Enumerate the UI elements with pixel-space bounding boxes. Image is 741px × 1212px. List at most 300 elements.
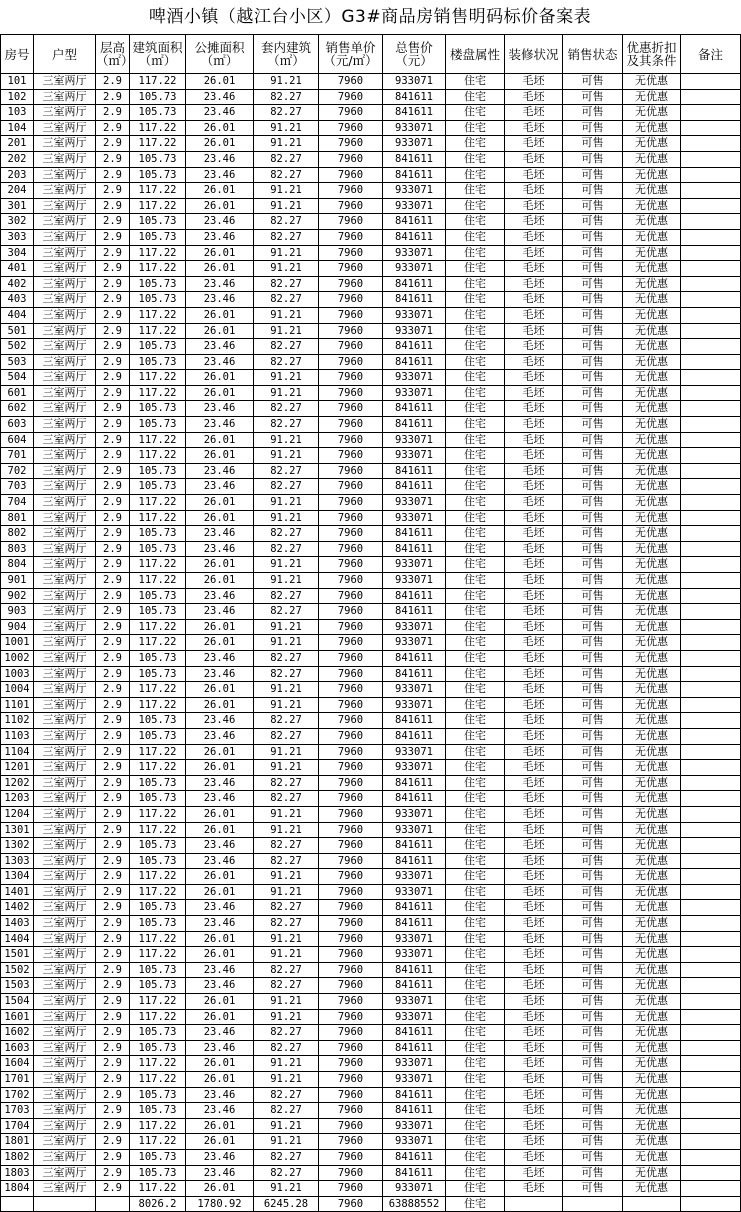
cell-inner-area: 91.21 <box>254 74 319 90</box>
cell-property: 住宅 <box>446 526 505 542</box>
cell-total-price: 841611 <box>383 354 446 370</box>
cell-total-price: 933071 <box>383 931 446 947</box>
table-row <box>1 261 741 277</box>
cell-sale-status: 可售 <box>563 713 623 729</box>
cell-property: 住宅 <box>446 1165 505 1181</box>
cell-type: 三室两厅 <box>34 853 96 869</box>
cell-sale-status: 可售 <box>563 151 623 167</box>
cell-gross-area: 117.22 <box>130 1072 186 1088</box>
cell-decoration: 毛坯 <box>505 931 563 947</box>
cell-discount: 无优惠 <box>623 978 681 994</box>
cell-type: 三室两厅 <box>34 1181 96 1197</box>
cell-type: 三室两厅 <box>34 978 96 994</box>
cell-room: 1401 <box>1 884 34 900</box>
cell-inner-area: 91.21 <box>254 448 319 464</box>
cell-sale-status: 可售 <box>563 1072 623 1088</box>
header-decoration: 装修状况 <box>505 35 563 74</box>
cell-shared-area: 26.01 <box>186 370 254 386</box>
cell-sale-status: 可售 <box>563 495 623 511</box>
table-row <box>1 385 741 401</box>
cell-property: 住宅 <box>446 417 505 433</box>
cell-shared-area: 23.46 <box>186 1165 254 1181</box>
cell-gross-area: 105.73 <box>130 838 186 854</box>
cell-type: 三室两厅 <box>34 869 96 885</box>
cell-inner-area: 82.27 <box>254 401 319 417</box>
cell-height: 2.9 <box>96 261 130 277</box>
cell-room: 1802 <box>1 1149 34 1165</box>
cell-property: 住宅 <box>446 448 505 464</box>
table-row <box>1 417 741 433</box>
cell-total-price: 933071 <box>383 370 446 386</box>
cell-shared-area: 26.01 <box>186 261 254 277</box>
cell-gross-area: 117.22 <box>130 495 186 511</box>
cell-gross-area: 105.73 <box>130 900 186 916</box>
cell-shared-area: 26.01 <box>186 1181 254 1197</box>
table-row <box>1 245 741 261</box>
cell-type: 三室两厅 <box>34 1056 96 1072</box>
cell-inner-area: 82.27 <box>254 292 319 308</box>
cell-discount: 无优惠 <box>623 916 681 932</box>
cell-gross-area: 105.73 <box>130 401 186 417</box>
cell-total-price: 841611 <box>383 728 446 744</box>
cell-shared-area: 23.46 <box>186 650 254 666</box>
cell-remark <box>681 479 741 495</box>
cell-property: 住宅 <box>446 1181 505 1197</box>
cell-height: 2.9 <box>96 1072 130 1088</box>
table-row <box>1 884 741 900</box>
cell-height: 2.9 <box>96 557 130 573</box>
cell-unit-price: 7960 <box>319 775 383 791</box>
table-row <box>1 900 741 916</box>
cell-decoration: 毛坯 <box>505 697 563 713</box>
cell-type: 三室两厅 <box>34 1025 96 1041</box>
cell-gross-area: 105.73 <box>130 853 186 869</box>
cell-room: 1001 <box>1 635 34 651</box>
cell-sale-status: 可售 <box>563 744 623 760</box>
cell-discount: 无优惠 <box>623 682 681 698</box>
cell-property: 住宅 <box>446 853 505 869</box>
cell-height: 2.9 <box>96 838 130 854</box>
cell-discount: 无优惠 <box>623 1087 681 1103</box>
cell-type: 三室两厅 <box>34 1072 96 1088</box>
cell-shared-area: 26.01 <box>186 806 254 822</box>
cell-property: 住宅 <box>446 931 505 947</box>
cell-property: 住宅 <box>446 354 505 370</box>
cell-discount: 无优惠 <box>623 838 681 854</box>
cell-remark <box>681 151 741 167</box>
cell-total-price: 933071 <box>383 136 446 152</box>
cell-shared-area: 26.01 <box>186 635 254 651</box>
cell-shared-area: 26.01 <box>186 744 254 760</box>
cell-discount: 无优惠 <box>623 1009 681 1025</box>
table-row <box>1 151 741 167</box>
cell-shared-area: 23.46 <box>186 666 254 682</box>
cell-shared-area: 26.01 <box>186 822 254 838</box>
cell-height: 2.9 <box>96 619 130 635</box>
cell-height: 2.9 <box>96 448 130 464</box>
cell-total-price: 933071 <box>383 760 446 776</box>
cell-decoration: 毛坯 <box>505 806 563 822</box>
cell-inner-area: 91.21 <box>254 744 319 760</box>
table-row <box>1 557 741 573</box>
cell-type: 三室两厅 <box>34 495 96 511</box>
cell-remark <box>681 136 741 152</box>
cell-unit-price: 7960 <box>319 167 383 183</box>
table-row <box>1 167 741 183</box>
cell-height: 2.9 <box>96 183 130 199</box>
cell-unit-price: 7960 <box>319 198 383 214</box>
cell-remark <box>681 1072 741 1088</box>
cell-type: 三室两厅 <box>34 916 96 932</box>
cell-inner-area: 91.21 <box>254 432 319 448</box>
cell-remark <box>681 448 741 464</box>
table-body <box>1 74 741 1197</box>
cell-gross-area: 105.73 <box>130 479 186 495</box>
cell-inner-area: 91.21 <box>254 120 319 136</box>
cell-total-price: 841611 <box>383 775 446 791</box>
cell-shared-area: 23.46 <box>186 1103 254 1119</box>
cell-sale-status: 可售 <box>563 354 623 370</box>
cell-height: 2.9 <box>96 1103 130 1119</box>
cell-room: 504 <box>1 370 34 386</box>
cell-remark <box>681 635 741 651</box>
cell-discount: 无优惠 <box>623 339 681 355</box>
cell-remark <box>681 1134 741 1150</box>
cell-property: 住宅 <box>446 105 505 121</box>
cell-total-price: 841611 <box>383 838 446 854</box>
cell-room: 1502 <box>1 962 34 978</box>
table-row <box>1 370 741 386</box>
cell-shared-area: 23.46 <box>186 401 254 417</box>
cell-sale-status: 可售 <box>563 245 623 261</box>
cell-inner-area: 82.27 <box>254 167 319 183</box>
table-row <box>1 214 741 230</box>
cell-room: 203 <box>1 167 34 183</box>
table-row <box>1 292 741 308</box>
cell-total-price: 841611 <box>383 276 446 292</box>
cell-gross-area: 105.73 <box>130 541 186 557</box>
cell-room: 202 <box>1 151 34 167</box>
header-remark: 备注 <box>681 35 741 74</box>
cell-total-price: 841611 <box>383 105 446 121</box>
cell-gross-area: 105.73 <box>130 962 186 978</box>
cell-room: 501 <box>1 323 34 339</box>
cell-sale-status: 可售 <box>563 1056 623 1072</box>
cell-unit-price: 7960 <box>319 697 383 713</box>
cell-property: 住宅 <box>446 791 505 807</box>
cell-discount: 无优惠 <box>623 151 681 167</box>
cell-height: 2.9 <box>96 588 130 604</box>
cell-height: 2.9 <box>96 276 130 292</box>
cell-height: 2.9 <box>96 604 130 620</box>
cell-height: 2.9 <box>96 713 130 729</box>
cell-shared-area: 26.01 <box>186 1134 254 1150</box>
cell-shared-area: 23.46 <box>186 900 254 916</box>
cell-discount: 无优惠 <box>623 417 681 433</box>
cell-inner-area: 91.21 <box>254 307 319 323</box>
cell-height: 2.9 <box>96 853 130 869</box>
cell-height: 2.9 <box>96 775 130 791</box>
cell-room: 503 <box>1 354 34 370</box>
cell-inner-area: 91.21 <box>254 994 319 1010</box>
cell-inner-area: 82.27 <box>254 1165 319 1181</box>
cell-inner-area: 82.27 <box>254 853 319 869</box>
cell-type: 三室两厅 <box>34 245 96 261</box>
cell-total-price: 933071 <box>383 1009 446 1025</box>
cell-inner-area: 91.21 <box>254 619 319 635</box>
cell-shared-area: 23.46 <box>186 417 254 433</box>
cell-discount: 无优惠 <box>623 557 681 573</box>
cell-gross-area: 117.22 <box>130 760 186 776</box>
cell-inner-area: 82.27 <box>254 588 319 604</box>
cell-inner-area: 82.27 <box>254 214 319 230</box>
cell-height: 2.9 <box>96 650 130 666</box>
cell-shared-area: 26.01 <box>186 510 254 526</box>
cell-shared-area: 26.01 <box>186 385 254 401</box>
cell-unit-price: 7960 <box>319 838 383 854</box>
cell-height: 2.9 <box>96 760 130 776</box>
cell-discount: 无优惠 <box>623 697 681 713</box>
cell-type: 三室两厅 <box>34 214 96 230</box>
cell-total-price: 933071 <box>383 947 446 963</box>
cell-unit-price: 7960 <box>319 916 383 932</box>
cell-remark <box>681 1025 741 1041</box>
cell-gross-area: 117.22 <box>130 261 186 277</box>
cell-height: 2.9 <box>96 916 130 932</box>
cell-total-price: 933071 <box>383 619 446 635</box>
cell-type: 三室两厅 <box>34 292 96 308</box>
cell-unit-price: 7960 <box>319 557 383 573</box>
cell-remark <box>681 120 741 136</box>
cell-type: 三室两厅 <box>34 744 96 760</box>
header-sale-status: 销售状态 <box>563 35 623 74</box>
cell-discount: 无优惠 <box>623 354 681 370</box>
cell-inner-area: 82.27 <box>254 962 319 978</box>
cell-total-price: 933071 <box>383 1118 446 1134</box>
cell-room: 901 <box>1 573 34 589</box>
cell-sale-status: 可售 <box>563 276 623 292</box>
cell-unit-price: 7960 <box>319 526 383 542</box>
cell-property: 住宅 <box>446 1025 505 1041</box>
cell-property: 住宅 <box>446 775 505 791</box>
cell-inner-area: 91.21 <box>254 495 319 511</box>
cell-room: 1302 <box>1 838 34 854</box>
cell-total-price: 841611 <box>383 151 446 167</box>
cell-total-price: 933071 <box>383 495 446 511</box>
cell-height: 2.9 <box>96 292 130 308</box>
cell-discount: 无优惠 <box>623 588 681 604</box>
cell-sale-status: 可售 <box>563 1025 623 1041</box>
cell-sale-status: 可售 <box>563 838 623 854</box>
cell-total-price: 933071 <box>383 307 446 323</box>
cell-remark <box>681 728 741 744</box>
cell-gross-area: 105.73 <box>130 167 186 183</box>
cell-discount: 无优惠 <box>623 994 681 1010</box>
cell-unit-price: 7960 <box>319 1149 383 1165</box>
cell-inner-area: 91.21 <box>254 1118 319 1134</box>
cell-room: 803 <box>1 541 34 557</box>
cell-remark <box>681 1056 741 1072</box>
cell-discount: 无优惠 <box>623 214 681 230</box>
cell-height: 2.9 <box>96 245 130 261</box>
cell-property: 住宅 <box>446 136 505 152</box>
cell-unit-price: 7960 <box>319 1040 383 1056</box>
cell-property: 住宅 <box>446 838 505 854</box>
cell-sale-status: 可售 <box>563 791 623 807</box>
cell-total-price: 841611 <box>383 417 446 433</box>
cell-type: 三室两厅 <box>34 120 96 136</box>
cell-sale-status: 可售 <box>563 1118 623 1134</box>
cell-height: 2.9 <box>96 573 130 589</box>
cell-inner-area: 82.27 <box>254 713 319 729</box>
cell-total-price: 841611 <box>383 962 446 978</box>
cell-remark <box>681 245 741 261</box>
cell-remark <box>681 775 741 791</box>
cell-shared-area: 23.46 <box>186 1040 254 1056</box>
total-shared-area: 1780.92 <box>186 1196 254 1211</box>
cell-room: 204 <box>1 183 34 199</box>
cell-room: 403 <box>1 292 34 308</box>
total-decoration <box>505 1196 563 1211</box>
cell-total-price: 933071 <box>383 385 446 401</box>
cell-gross-area: 117.22 <box>130 635 186 651</box>
cell-room: 602 <box>1 401 34 417</box>
cell-unit-price: 7960 <box>319 1103 383 1119</box>
cell-unit-price: 7960 <box>319 245 383 261</box>
cell-type: 三室两厅 <box>34 728 96 744</box>
cell-decoration: 毛坯 <box>505 760 563 776</box>
cell-room: 201 <box>1 136 34 152</box>
cell-gross-area: 105.73 <box>130 292 186 308</box>
cell-shared-area: 23.46 <box>186 588 254 604</box>
cell-gross-area: 105.73 <box>130 978 186 994</box>
cell-discount: 无优惠 <box>623 1181 681 1197</box>
cell-sale-status: 可售 <box>563 74 623 90</box>
cell-sale-status: 可售 <box>563 760 623 776</box>
cell-sale-status: 可售 <box>563 307 623 323</box>
cell-decoration: 毛坯 <box>505 151 563 167</box>
table-row <box>1 448 741 464</box>
cell-decoration: 毛坯 <box>505 89 563 105</box>
table-row <box>1 495 741 511</box>
cell-shared-area: 23.46 <box>186 978 254 994</box>
cell-room: 1103 <box>1 728 34 744</box>
cell-discount: 无优惠 <box>623 245 681 261</box>
cell-property: 住宅 <box>446 229 505 245</box>
cell-gross-area: 105.73 <box>130 526 186 542</box>
cell-discount: 无优惠 <box>623 1103 681 1119</box>
cell-remark <box>681 526 741 542</box>
cell-discount: 无优惠 <box>623 1056 681 1072</box>
cell-total-price: 841611 <box>383 479 446 495</box>
cell-remark <box>681 931 741 947</box>
cell-gross-area: 117.22 <box>130 448 186 464</box>
cell-room: 1002 <box>1 650 34 666</box>
cell-room: 801 <box>1 510 34 526</box>
cell-gross-area: 117.22 <box>130 370 186 386</box>
cell-unit-price: 7960 <box>319 791 383 807</box>
cell-sale-status: 可售 <box>563 183 623 199</box>
cell-inner-area: 91.21 <box>254 931 319 947</box>
cell-height: 2.9 <box>96 682 130 698</box>
cell-room: 1203 <box>1 791 34 807</box>
cell-gross-area: 105.73 <box>130 463 186 479</box>
cell-property: 住宅 <box>446 183 505 199</box>
cell-inner-area: 91.21 <box>254 760 319 776</box>
cell-room: 101 <box>1 74 34 90</box>
cell-gross-area: 105.73 <box>130 916 186 932</box>
cell-gross-area: 117.22 <box>130 1118 186 1134</box>
cell-height: 2.9 <box>96 806 130 822</box>
table-row <box>1 432 741 448</box>
cell-inner-area: 82.27 <box>254 417 319 433</box>
cell-sale-status: 可售 <box>563 1165 623 1181</box>
cell-property: 住宅 <box>446 994 505 1010</box>
cell-remark <box>681 105 741 121</box>
cell-type: 三室两厅 <box>34 713 96 729</box>
cell-sale-status: 可售 <box>563 869 623 885</box>
cell-property: 住宅 <box>446 370 505 386</box>
cell-inner-area: 82.27 <box>254 1087 319 1103</box>
cell-decoration: 毛坯 <box>505 214 563 230</box>
total-sale-status <box>563 1196 623 1211</box>
cell-inner-area: 91.21 <box>254 261 319 277</box>
cell-gross-area: 117.22 <box>130 432 186 448</box>
cell-property: 住宅 <box>446 962 505 978</box>
cell-gross-area: 117.22 <box>130 557 186 573</box>
cell-unit-price: 7960 <box>319 370 383 386</box>
header-type: 户型 <box>34 35 96 74</box>
cell-total-price: 841611 <box>383 650 446 666</box>
cell-room: 1104 <box>1 744 34 760</box>
cell-shared-area: 26.01 <box>186 947 254 963</box>
cell-gross-area: 105.73 <box>130 1165 186 1181</box>
cell-discount: 无优惠 <box>623 962 681 978</box>
cell-decoration: 毛坯 <box>505 136 563 152</box>
cell-remark <box>681 682 741 698</box>
cell-inner-area: 82.27 <box>254 89 319 105</box>
table-row <box>1 1025 741 1041</box>
cell-unit-price: 7960 <box>319 339 383 355</box>
cell-unit-price: 7960 <box>319 1181 383 1197</box>
cell-shared-area: 26.01 <box>186 495 254 511</box>
cell-total-price: 841611 <box>383 214 446 230</box>
cell-property: 住宅 <box>446 728 505 744</box>
cell-discount: 无优惠 <box>623 1072 681 1088</box>
cell-unit-price: 7960 <box>319 1025 383 1041</box>
cell-inner-area: 91.21 <box>254 947 319 963</box>
cell-decoration: 毛坯 <box>505 962 563 978</box>
header-room: 房号 <box>1 35 34 74</box>
cell-decoration: 毛坯 <box>505 1025 563 1041</box>
cell-decoration: 毛坯 <box>505 994 563 1010</box>
cell-shared-area: 23.46 <box>186 479 254 495</box>
cell-inner-area: 82.27 <box>254 604 319 620</box>
cell-room: 1003 <box>1 666 34 682</box>
cell-inner-area: 82.27 <box>254 479 319 495</box>
cell-gross-area: 117.22 <box>130 323 186 339</box>
cell-room: 1304 <box>1 869 34 885</box>
cell-remark <box>681 276 741 292</box>
cell-unit-price: 7960 <box>319 962 383 978</box>
table-row <box>1 744 741 760</box>
cell-unit-price: 7960 <box>319 728 383 744</box>
cell-height: 2.9 <box>96 526 130 542</box>
cell-sale-status: 可售 <box>563 1087 623 1103</box>
cell-property: 住宅 <box>446 1056 505 1072</box>
cell-property: 住宅 <box>446 619 505 635</box>
cell-total-price: 841611 <box>383 229 446 245</box>
